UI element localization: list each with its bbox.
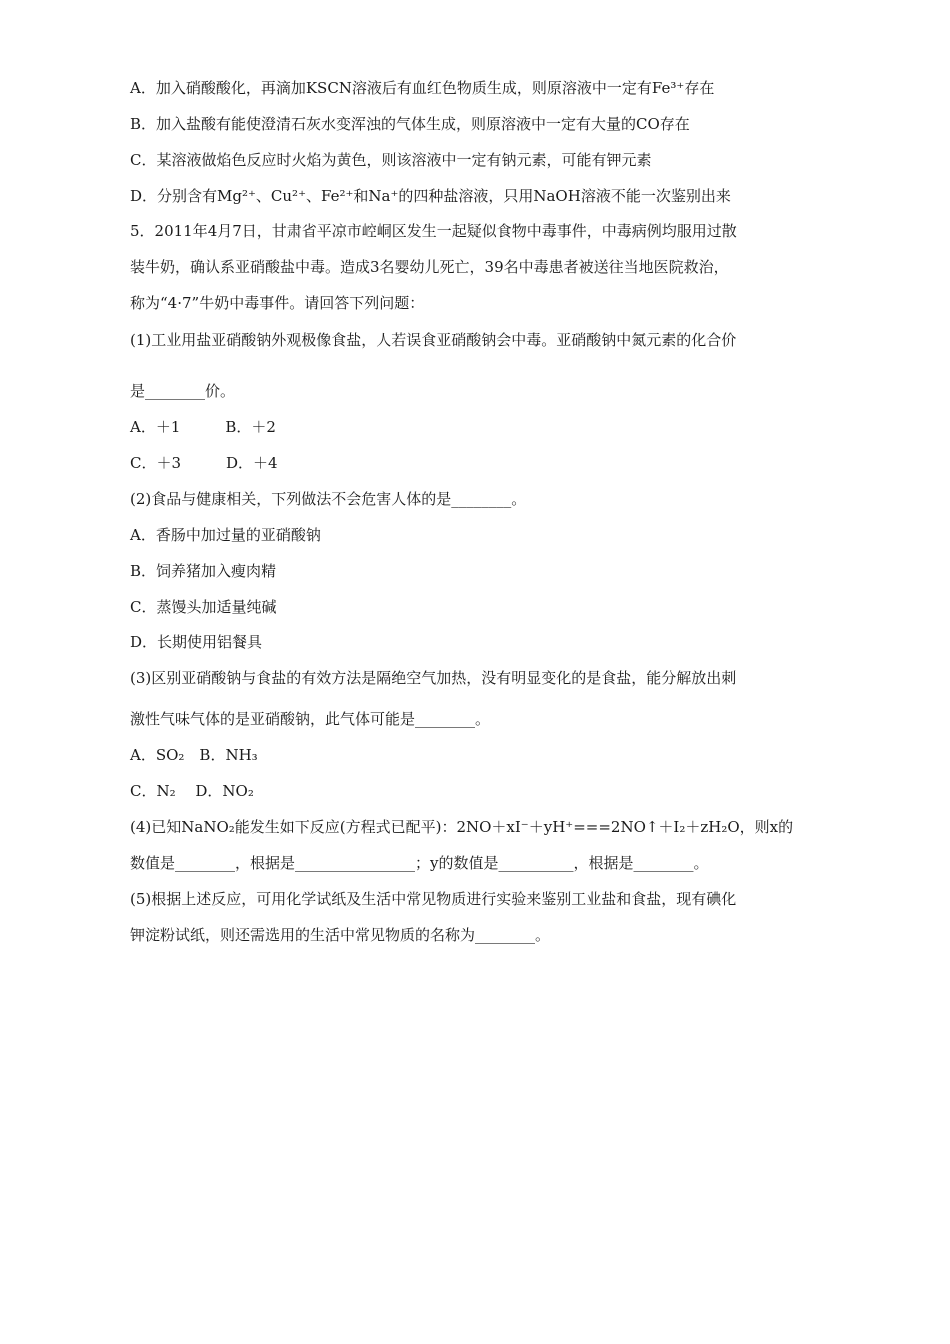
subquestion-3-options-ab: A．SO₂ B．NH₃ (130, 746, 258, 764)
subquestion-1-options-cd: C．＋3 D．＋4 (130, 454, 278, 472)
subquestion-1-options-ab: A．＋1 B．＋2 (130, 418, 276, 436)
subquestion-5-line1: (5)根据上述反应，可用化学试纸及生活中常见物质进行实验来鉴别工业盐和食盐，现有碘化 (130, 890, 737, 908)
subquestion-1-line2: 是________价。 (130, 382, 236, 400)
subquestion-2-option-a: A．香肠中加过量的亚硝酸钠 (130, 526, 321, 544)
subquestion-2-option-b: B．饲养猪加入瘦肉精 (130, 562, 277, 580)
option-4c: C．某溶液做焰色反应时火焰为黄色，则该溶液中一定有钠元素，可能有钾元素 (130, 151, 652, 169)
option-4b: B．加入盐酸有能使澄清石灰水变浑浊的气体生成，则原溶液中一定有大量的CO存在 (130, 115, 690, 133)
subquestion-4-line1: (4)已知NaNO₂能发生如下反应(方程式已配平)：2NO＋xI⁻＋yH⁺===2NO↑＋I₂＋zH₂O，则x的 (130, 818, 794, 836)
option-4d: D．分别含有Mg²⁺、Cu²⁺、Fe²⁺和Na⁺的四种盐溶液，只用NaOH溶液不能一次鉴别出来 (130, 187, 731, 205)
subquestion-2-option-c: C．蒸馒头加适量纯碱 (130, 598, 277, 616)
question-5-stem-line2: 装牛奶，确认系亚硝酸盐中毒。造成3名婴幼儿死亡，39名中毒患者被送往当地医院救治， (130, 258, 729, 276)
subquestion-2-option-d: D．长期使用铝餐具 (130, 633, 263, 651)
question-5-stem-line1: 5．2011年4月7日，甘肃省平凉市崆峒区发生一起疑似食物中毒事件，中毒病例均服用过散 (130, 222, 737, 240)
subquestion-1-line1: (1)工业用盐亚硝酸钠外观极像食盐，人若误食亚硝酸钠会中毒。亚硝酸钠中氮元素的化合价 (130, 331, 737, 349)
option-4a: A．加入硝酸酸化，再滴加KSCN溶液后有血红色物质生成，则原溶液中一定有Fe³⁺存在 (130, 79, 715, 97)
question-5-stem-line3: 称为“4·7”牛奶中毒事件。请回答下列问题： (130, 294, 425, 312)
subquestion-3-line1: (3)区别亚硝酸钠与食盐的有效方法是隔绝空气加热，没有明显变化的是食盐，能分解放出刺 (130, 669, 737, 687)
subquestion-2-stem: (2)食品与健康相关，下列做法不会危害人体的是________。 (130, 490, 527, 508)
subquestion-3-line2: 激性气味气体的是亚硝酸钠，此气体可能是________。 (130, 710, 491, 728)
subquestion-4-line2: 数值是________，根据是________________；y的数值是__________，根据是________。 (130, 854, 709, 872)
subquestion-5-line2: 钾淀粉试纸，则还需选用的生活中常见物质的名称为________。 (130, 926, 551, 944)
subquestion-3-options-cd: C．N₂ D．NO₂ (130, 782, 254, 800)
